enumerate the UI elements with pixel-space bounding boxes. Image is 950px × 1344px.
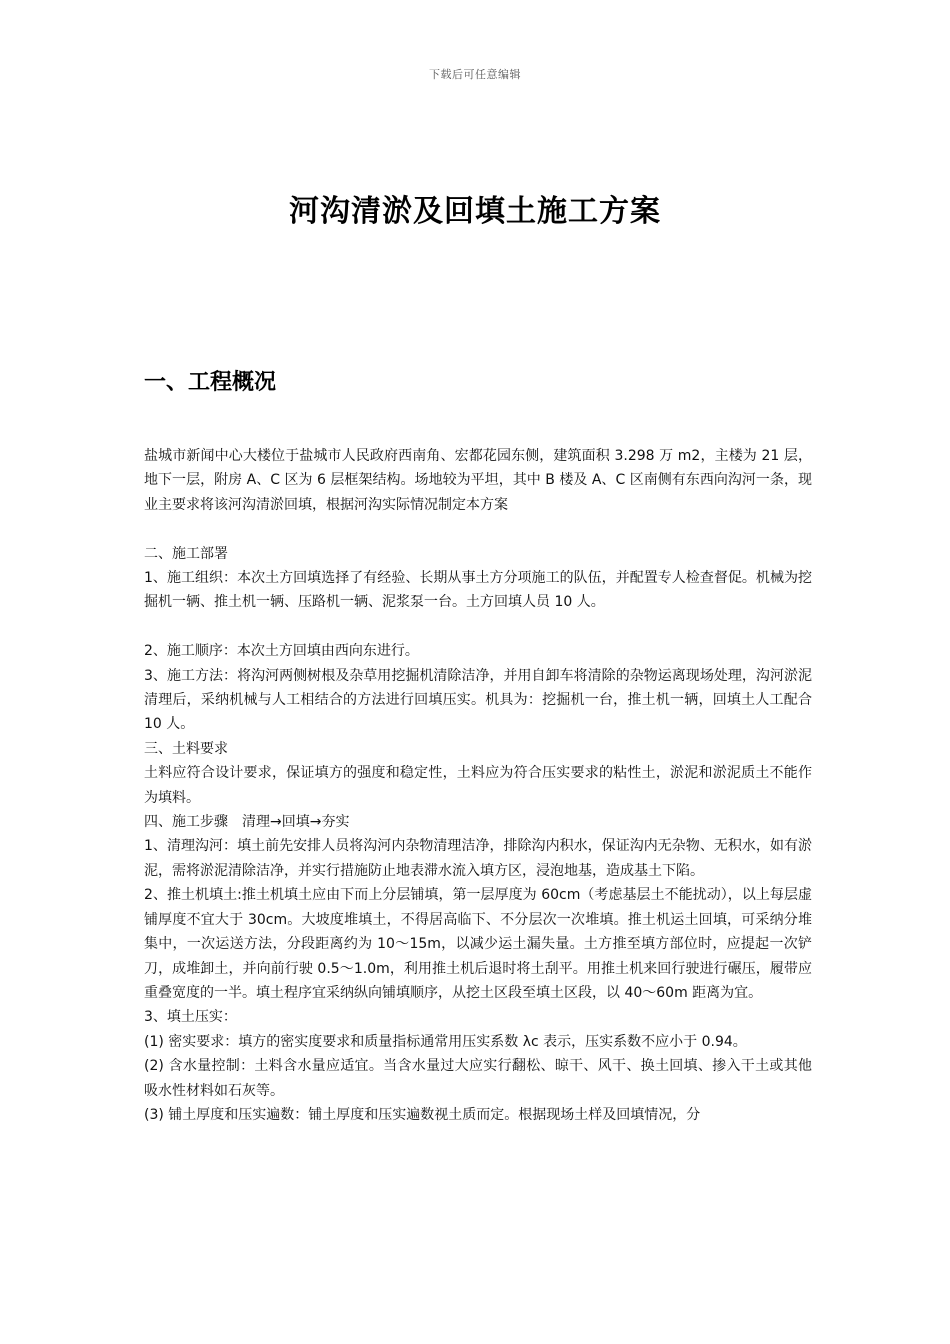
page-header-note: 下载后可任意编辑	[429, 68, 521, 81]
paragraph-bulldozer: 2、推土机填土:推土机填土应由下而上分层铺填，第一层厚度为 60cm（考虑基层土不能扰动），以上每层虚铺厚度不宜大于 30cm。大坡度堆填土，不得居高临下、不分层次一次堆填。推土机运土回填，可采纳分堆集中，一次运送方法，分段距离约为 10～15m，以减少运土漏失量。土方推至填方部位时，应提起一次铲刀，成堆卸土，并向前行驶 0.5～1.0m，利用推土机后退时将土刮平。用推土机来回行驶进行碾压，履带应重叠宽度的一半。填土程序宜采纳纵向铺填顺序，从挖土区段至填土区段，以 40～60m 距离为宜。	[144, 887, 812, 1001]
document-title: 河沟清淤及回填土施工方案	[289, 194, 661, 229]
section-heading-steps: 四、施工步骤 清理→回填→夯实	[144, 814, 350, 831]
paragraph-compaction-heading: 3、填土压实：	[144, 1009, 237, 1026]
section-heading-overview: 一、工程概况	[144, 370, 277, 395]
paragraph-clearing: 1、清理沟河：填土前先安排人员将沟河内杂物清理洁净，排除沟内积水，保证沟内无杂物、无积水，如有淤泥，需将淤泥清除洁净，并实行措施防止地表滞水流入填方区，浸泡地基，造成基土下陷。	[144, 838, 812, 879]
paragraph-sequence: 2、施工顺序：本次土方回填由西向东进行。	[144, 643, 419, 660]
paragraph-density: (1) 密实要求：填方的密实度要求和质量指标通常用压实系数 λc 表示，压实系数不应小于 0.94。	[144, 1033, 747, 1050]
document-body	[144, 444, 812, 1127]
paragraph-layer-thickness: (3) 铺土厚度和压实遍数：铺土厚度和压实遍数视土质而定。根据现场土样及回填情况，分	[144, 1106, 701, 1123]
paragraph-spacer	[144, 615, 812, 639]
paragraph-moisture: (2) 含水量控制：土料含水量应适宜。当含水量过大应实行翻松、晾干、风干、换土回填、掺入干土或其他吸水性材料如石灰等。	[144, 1058, 812, 1099]
section-heading-deployment: 二、施工部署	[144, 545, 228, 562]
paragraph-method: 3、施工方法：将沟河两侧树根及杂草用挖掘机清除洁净，并用自卸车将清除的杂物运离现场处理，沟河淤泥清理后，采纳机械与人工相结合的方法进行回填压实。机具为：挖掘机一台，推土机一辆，回填土人工配合 10 人。	[144, 667, 812, 733]
section-heading-soil: 三、土料要求	[144, 740, 228, 757]
paragraph-organization: 1、施工组织：本次土方回填选择了有经验、长期从事土方分项施工的队伍，并配置专人检查督促。机械为挖掘机一辆、推土机一辆、压路机一辆、泥浆泵一台。土方回填人员 10 人。	[144, 570, 812, 611]
paragraph-spacer	[144, 517, 812, 541]
paragraph-overview: 盐城市新闻中心大楼位于盐城市人民政府西南角、宏都花园东侧，建筑面积 3.298 万 m2，主楼为 21 层，地下一层，附房 A、C 区为 6 层框架结构。场地较为平坦，其中 B 楼及 A、C 区南侧有东西向沟河一条，现业主要求将该河沟清淤回填，根据河沟实际情况制定本方案	[144, 448, 812, 513]
paragraph-soil: 土料应符合设计要求，保证填方的强度和稳定性，土料应为符合压实要求的粘性土，淤泥和淤泥质土不能作为填料。	[144, 765, 812, 806]
